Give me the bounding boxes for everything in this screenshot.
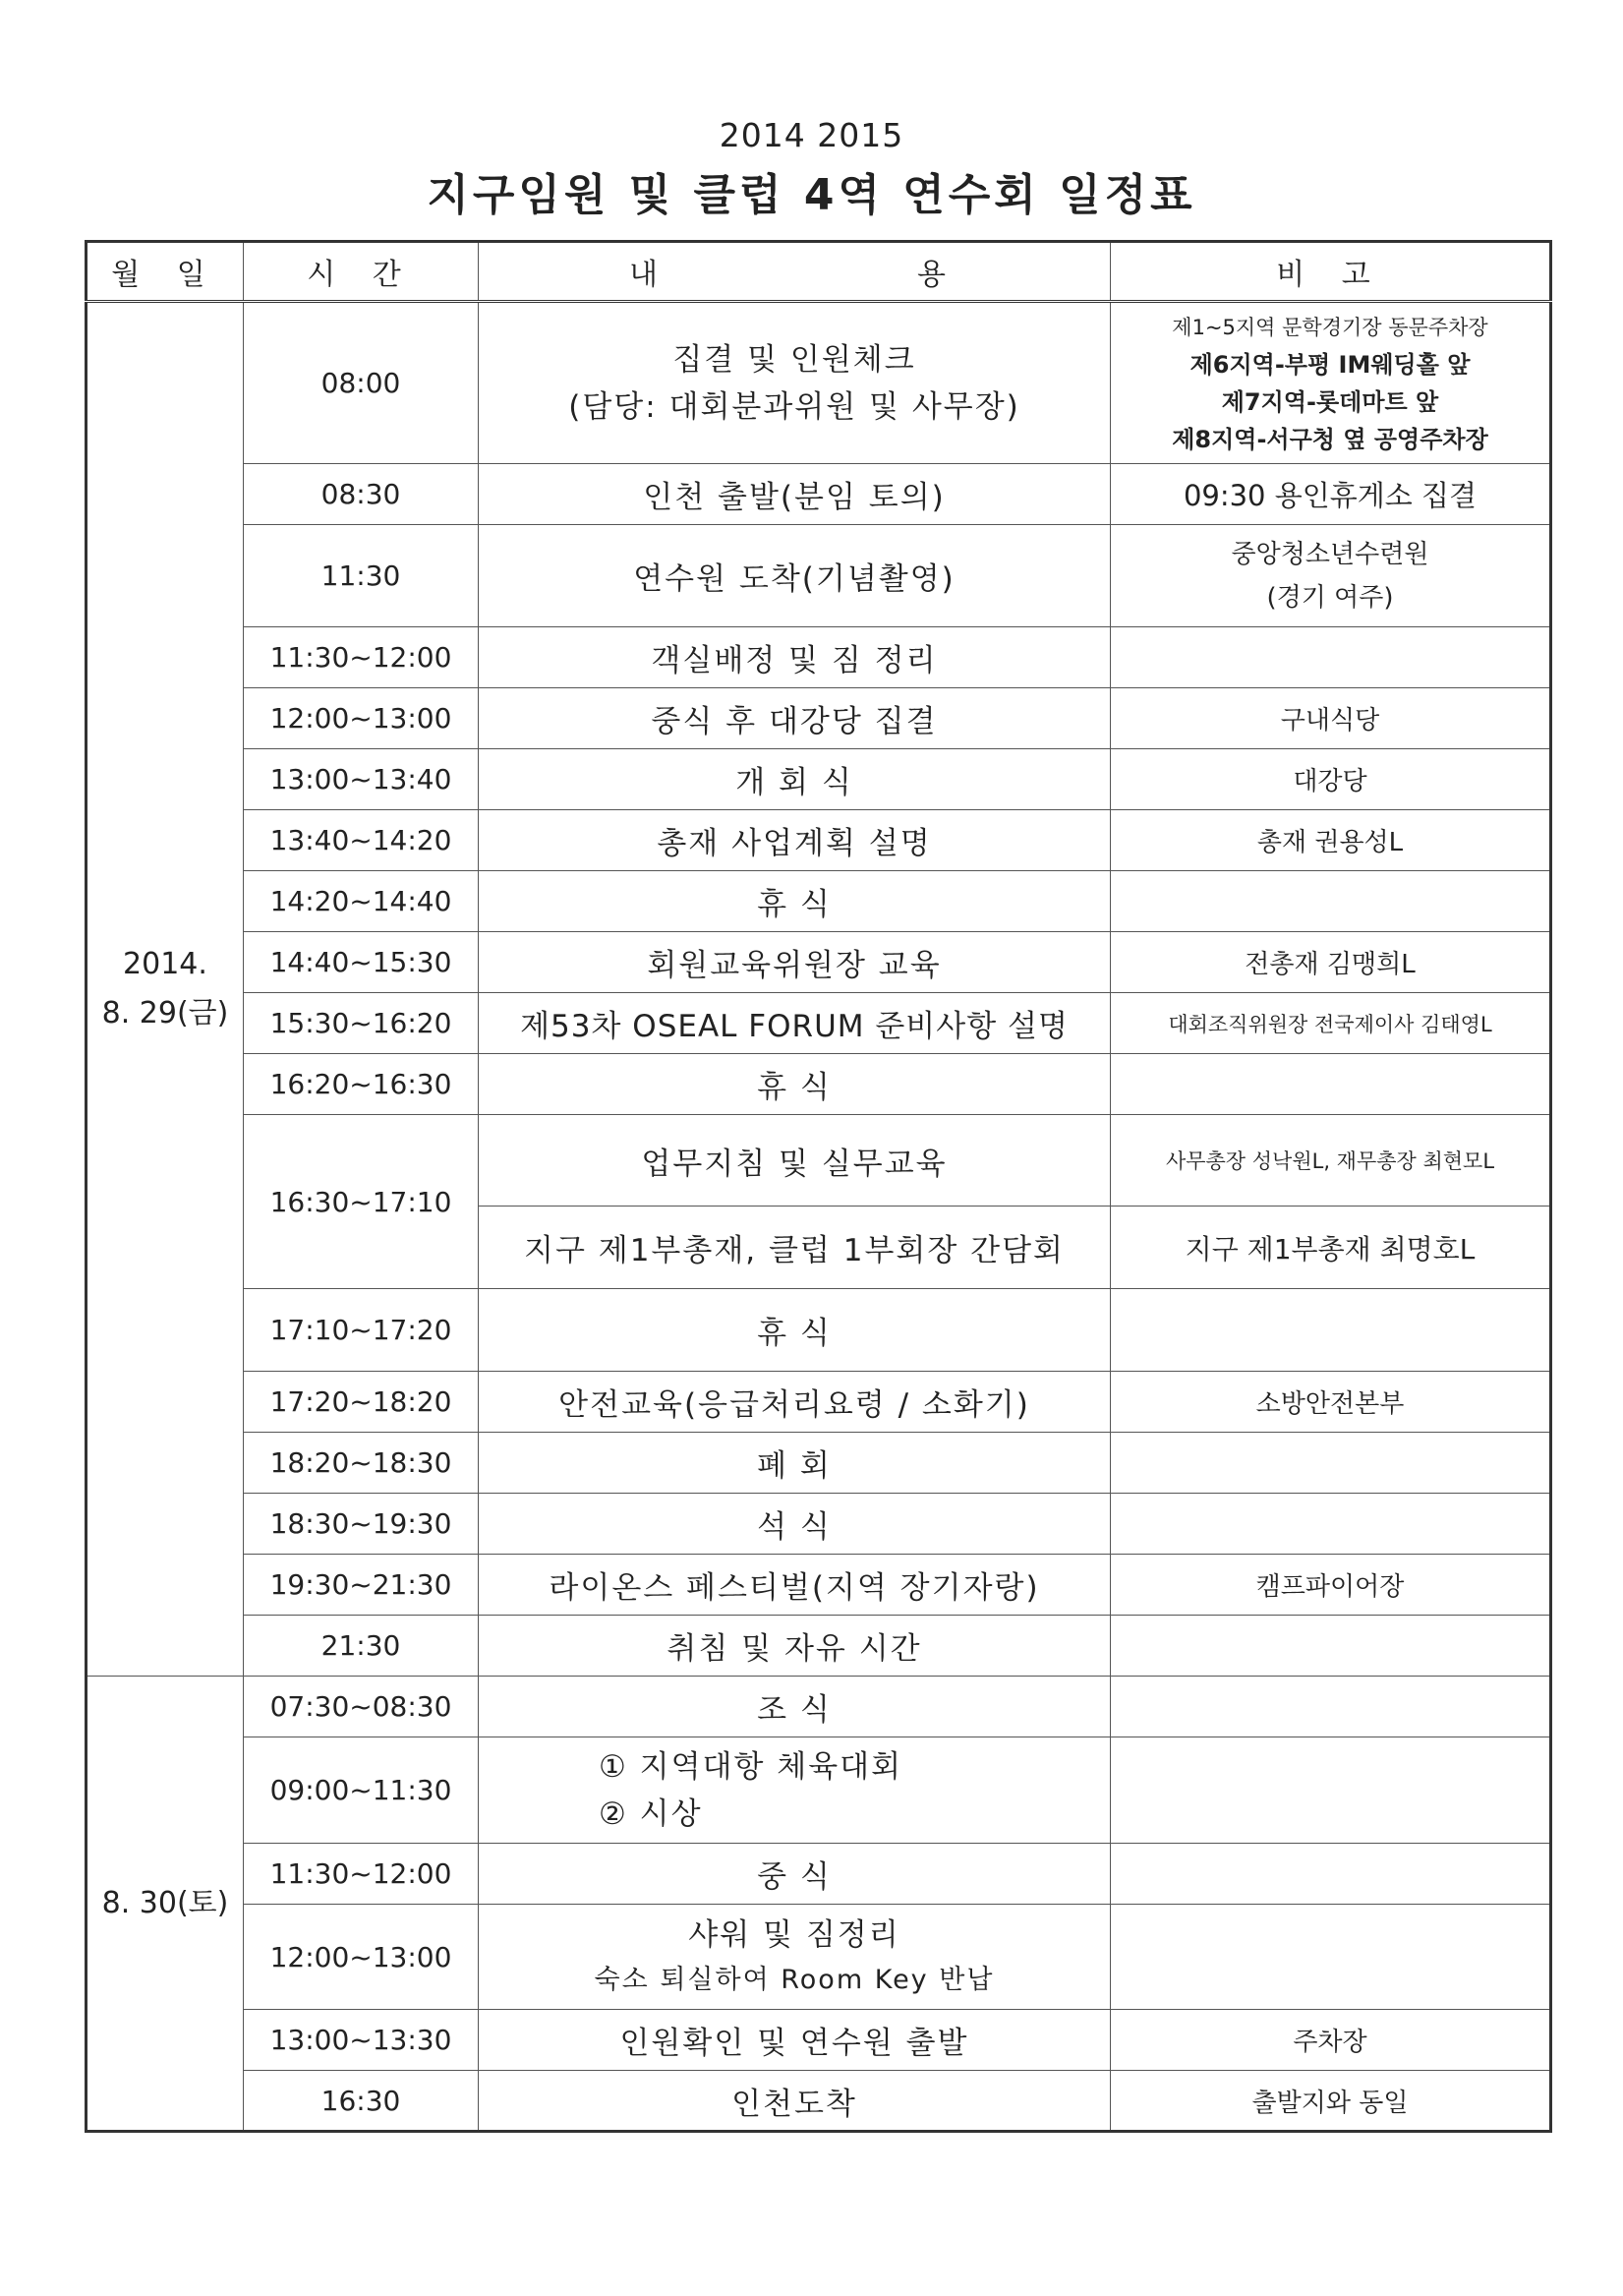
note-line: 제7지역-롯데마트 앞 bbox=[1221, 387, 1439, 416]
note-cell bbox=[1111, 1737, 1551, 1844]
content-cell: 연수원 도착(기념촬영) bbox=[479, 525, 1111, 627]
time-cell: 21:30 bbox=[244, 1616, 479, 1677]
table-row bbox=[87, 688, 1551, 749]
content-cell: 지구 제1부총재, 클럽 1부회장 간담회 bbox=[479, 1207, 1111, 1289]
note-cell bbox=[1111, 1616, 1551, 1677]
note-cell bbox=[1111, 1433, 1551, 1494]
schedule-table bbox=[85, 240, 1552, 2133]
note-cell bbox=[1111, 525, 1551, 627]
list-item: ① 지역대항 체육대회 bbox=[599, 1748, 903, 1785]
schedule-title: 지구임원 및 클럽 4역 연수회 일정표 bbox=[427, 170, 1196, 220]
note-cell: 총재 권용성L bbox=[1111, 810, 1551, 871]
time-cell: 16:20~16:30 bbox=[244, 1054, 479, 1115]
content-line: 집결 및 인원체크 bbox=[672, 341, 916, 378]
content-cell bbox=[479, 302, 1111, 464]
note-cell bbox=[1111, 302, 1551, 464]
time-cell: 13:00~13:30 bbox=[244, 2010, 479, 2071]
content-cell: 객실배정 및 짐 정리 bbox=[479, 627, 1111, 688]
note-cell: 대강당 bbox=[1111, 749, 1551, 810]
time-cell: 18:20~18:30 bbox=[244, 1433, 479, 1494]
table-row bbox=[87, 1494, 1551, 1555]
table-row bbox=[87, 1905, 1551, 2010]
table-row bbox=[87, 1289, 1551, 1372]
time-cell: 15:30~16:20 bbox=[244, 993, 479, 1054]
content-cell: 안전교육(응급처리요령 / 소화기) bbox=[479, 1372, 1111, 1433]
date-cell-day2: 8. 30(토) bbox=[87, 1677, 244, 2132]
table-row bbox=[87, 1677, 1551, 1737]
note-cell bbox=[1111, 627, 1551, 688]
table-row bbox=[87, 464, 1551, 525]
time-cell: 11:30~12:00 bbox=[244, 627, 479, 688]
table-row bbox=[87, 1616, 1551, 1677]
note-line: 제6지역-부평 IM웨딩홀 앞 bbox=[1189, 350, 1471, 379]
time-cell: 13:40~14:20 bbox=[244, 810, 479, 871]
time-cell: 14:40~15:30 bbox=[244, 932, 479, 993]
time-cell: 19:30~21:30 bbox=[244, 1555, 479, 1616]
table-row bbox=[87, 2010, 1551, 2071]
table-row bbox=[87, 993, 1551, 1054]
content-cell: 석 식 bbox=[479, 1494, 1111, 1555]
note-cell: 주차장 bbox=[1111, 2010, 1551, 2071]
content-line: (담당: 대회분과위원 및 사무장) bbox=[568, 388, 1020, 425]
content-cell: 총재 사업계획 설명 bbox=[479, 810, 1111, 871]
table-row bbox=[87, 1372, 1551, 1433]
note-cell: 지구 제1부총재 최명호L bbox=[1111, 1207, 1551, 1289]
table-row bbox=[87, 302, 1551, 464]
note-cell: 사무총장 성낙원L, 재무총장 최현모L bbox=[1111, 1115, 1551, 1207]
time-cell: 07:30~08:30 bbox=[244, 1677, 479, 1737]
content-cell: 인원확인 및 연수원 출발 bbox=[479, 2010, 1111, 2071]
header-date: 월 일 bbox=[87, 242, 244, 302]
content-line: 숙소 퇴실하여 Room Key 반납 bbox=[594, 1965, 995, 1995]
time-cell: 13:00~13:40 bbox=[244, 749, 479, 810]
header-time: 시 간 bbox=[244, 242, 479, 302]
header-content-part1: 내 bbox=[629, 258, 671, 292]
note-cell bbox=[1111, 1844, 1551, 1905]
note-cell: 출발지와 동일 bbox=[1111, 2071, 1551, 2132]
note-cell: 캠프파이어장 bbox=[1111, 1555, 1551, 1616]
time-cell: 08:00 bbox=[244, 302, 479, 464]
content-cell: 업무지침 및 실무교육 bbox=[479, 1115, 1111, 1207]
date-year: 2014. bbox=[123, 947, 207, 981]
note-cell: 구내식당 bbox=[1111, 688, 1551, 749]
content-cell: 개 회 식 bbox=[479, 749, 1111, 810]
time-cell: 11:30~12:00 bbox=[244, 1844, 479, 1905]
time-cell: 16:30~17:10 bbox=[244, 1115, 479, 1289]
content-cell: 중 식 bbox=[479, 1844, 1111, 1905]
table-header bbox=[87, 242, 1551, 302]
content-cell: 휴 식 bbox=[479, 1289, 1111, 1372]
time-cell: 09:00~11:30 bbox=[244, 1737, 479, 1844]
content-cell: 인천도착 bbox=[479, 2071, 1111, 2132]
note-cell: 전총재 김맹희L bbox=[1111, 932, 1551, 993]
table-row bbox=[87, 1844, 1551, 1905]
date-cell-day1 bbox=[87, 302, 244, 1677]
time-cell: 12:00~13:00 bbox=[244, 688, 479, 749]
note-cell bbox=[1111, 1677, 1551, 1737]
content-cell: 조 식 bbox=[479, 1677, 1111, 1737]
note-cell: 09:30 용인휴게소 집결 bbox=[1111, 464, 1551, 525]
time-cell: 12:00~13:00 bbox=[244, 1905, 479, 2010]
content-cell: 회원교육위원장 교육 bbox=[479, 932, 1111, 993]
note-cell bbox=[1111, 1289, 1551, 1372]
note-line: 중앙청소년수련원 bbox=[1231, 539, 1429, 569]
content-cell: 휴 식 bbox=[479, 871, 1111, 932]
time-cell: 18:30~19:30 bbox=[244, 1494, 479, 1555]
note-line: 제8지역-서구청 옆 공영주차장 bbox=[1172, 425, 1488, 453]
content-cell: 폐 회 bbox=[479, 1433, 1111, 1494]
list-item: ② 시상 bbox=[599, 1796, 703, 1832]
note-cell bbox=[1111, 1905, 1551, 2010]
content-cell: 인천 출발(분임 토의) bbox=[479, 464, 1111, 525]
table-row bbox=[87, 1054, 1551, 1115]
time-cell: 16:30 bbox=[244, 2071, 479, 2132]
table-row bbox=[87, 810, 1551, 871]
content-cell: 휴 식 bbox=[479, 1054, 1111, 1115]
note-cell: 소방안전본부 bbox=[1111, 1372, 1551, 1433]
note-line: 제1~5지역 문학경기장 동문주차장 bbox=[1172, 315, 1488, 339]
header-content-part2: 용 bbox=[917, 258, 959, 292]
note-cell bbox=[1111, 1054, 1551, 1115]
content-cell: 중식 후 대강당 집결 bbox=[479, 688, 1111, 749]
content-cell: 취침 및 자유 시간 bbox=[479, 1616, 1111, 1677]
content-cell bbox=[479, 1905, 1111, 2010]
time-cell: 17:10~17:20 bbox=[244, 1289, 479, 1372]
table-row bbox=[87, 749, 1551, 810]
table-row bbox=[87, 525, 1551, 627]
table-row bbox=[87, 1555, 1551, 1616]
date-day: 8. 29(금) bbox=[101, 996, 229, 1030]
note-cell bbox=[1111, 1494, 1551, 1555]
table-row bbox=[87, 1115, 1551, 1207]
time-cell: 08:30 bbox=[244, 464, 479, 525]
table-row bbox=[87, 932, 1551, 993]
header-content bbox=[479, 242, 1111, 302]
table-row bbox=[87, 627, 1551, 688]
table-row bbox=[87, 2071, 1551, 2132]
note-line: (경기 여주) bbox=[1266, 582, 1394, 613]
schedule-year: 2014 2015 bbox=[719, 116, 904, 154]
note-cell bbox=[1111, 871, 1551, 932]
time-cell: 14:20~14:40 bbox=[244, 871, 479, 932]
time-cell: 17:20~18:20 bbox=[244, 1372, 479, 1433]
table-row bbox=[87, 1737, 1551, 1844]
content-line: 샤워 및 짐정리 bbox=[688, 1917, 900, 1953]
content-cell bbox=[479, 1737, 1111, 1844]
table-row bbox=[87, 871, 1551, 932]
time-cell: 11:30 bbox=[244, 525, 479, 627]
header-note: 비 고 bbox=[1111, 242, 1551, 302]
table-row bbox=[87, 1433, 1551, 1494]
content-cell: 라이온스 페스티벌(지역 장기자랑) bbox=[479, 1555, 1111, 1616]
note-cell: 대회조직위원장 전국제이사 김태영L bbox=[1111, 993, 1551, 1054]
content-cell: 제53차 OSEAL FORUM 준비사항 설명 bbox=[479, 993, 1111, 1054]
